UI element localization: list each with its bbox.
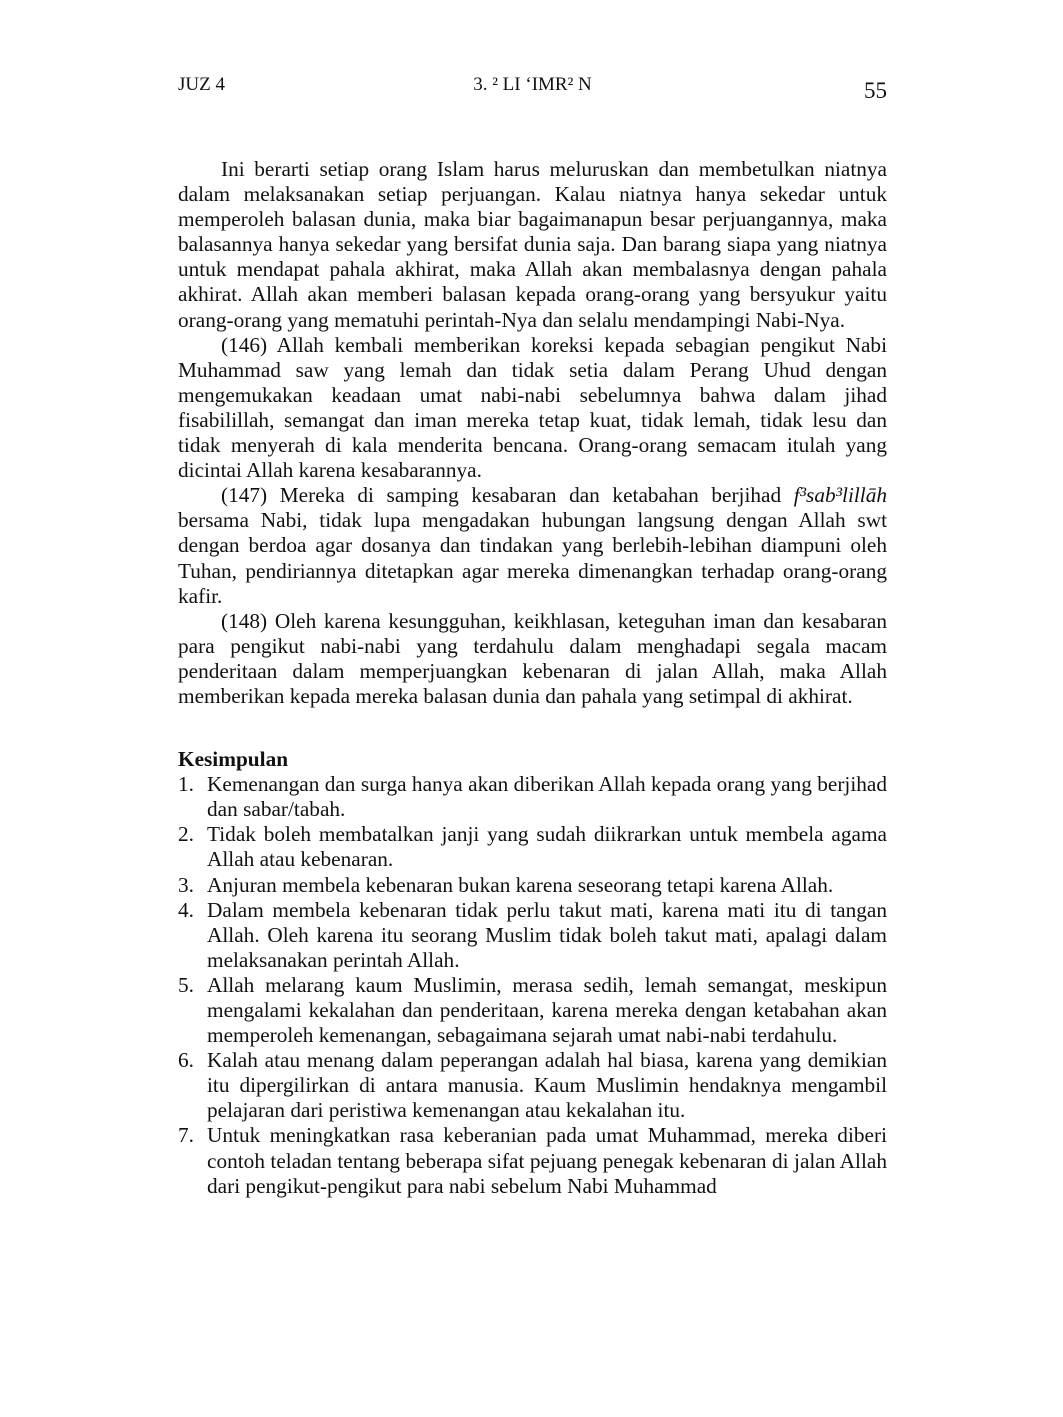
conclusion-item-number: 7. [178, 1123, 194, 1148]
conclusion-heading: Kesimpulan [178, 747, 289, 772]
paragraph-verse-146: (146) Allah kembali memberikan koreksi kepada sebagian pengikut Nabi Muhammad saw yang lemah dan tidak setia dalam Perang Uhud dengan mengemukakan keadaan umat nabi-nabi sebelumnya bahwa dalam jihad fisabilillah, semangat dan iman mereka tetap kuat, tidak lemah, tidak lesu dan tidak menyerah di kala menderita bencana. Orang-orang semacam itulah yang dicintai Allah karena kesabarannya. [178, 332, 887, 483]
conclusion-item-text: Kemenangan dan surga hanya akan diberikan Allah kepada orang yang berjihad dan sabar/tabah. [207, 772, 887, 822]
conclusion-item [178, 873, 887, 898]
conclusion-item-text: Kalah atau menang dalam peperangan adalah hal biasa, karena yang demikian itu dipergilirkan di antara manusia. Kaum Muslimin hendaknya mengambil pelajaran dari peristiwa kemenangan atau kekalahan itu. [207, 1048, 887, 1123]
paragraph-verse-147-end: bersama Nabi, tidak lupa mengadakan hubungan langsung dengan Allah swt dengan berdoa agar dosanya dan tindakan yang berlebih-lebihan diampuni oleh Tuhan, pendiriannya ditetapkan agar mereka dimenangkan terhadap orang-orang kafir. [178, 508, 887, 608]
conclusion-item-text: Dalam membela kebenaran tidak perlu takut mati, karena mati itu di tangan Allah. Oleh karena itu seorang Muslim tidak boleh takut mati, apalagi dalam melaksanakan perintah Allah. [207, 897, 887, 972]
paragraph-intent: Ini berarti setiap orang Islam harus meluruskan dan membetulkan niatnya dalam melaksanakan setiap perjuangan. Kalau niatnya hanya sekedar untuk memperoleh balasan dunia, maka biar bagaimanapun besar perjuangannya, maka balasannya hanya sekedar yang bersifat dunia saja. Dan barang siapa yang niatnya untuk mendapat pahala akhirat, maka Allah akan membalasnya dengan pahala akhirat. Allah akan memberi balasan kepada orang-orang yang bersyukur yaitu orang-orang yang mematuhi perintah-Nya dan selalu mendampingi Nabi-Nya. [178, 157, 887, 332]
paragraph-verse-147 [178, 483, 887, 608]
conclusion-item [178, 1048, 887, 1123]
conclusion-list [178, 772, 887, 1199]
juz-label: JUZ 4 [178, 74, 225, 95]
conclusion-item-text: Untuk meningkatkan rasa keberanian pada umat Muhammad, mereka diberi contoh teladan tentang beberapa sifat pejuang penegak kebenaran di jalan Allah dari pengikut-pengikut para nabi sebelum Nabi Muhammad [207, 1123, 887, 1198]
conclusion-item-number: 2. [178, 822, 194, 847]
conclusion-item [178, 1123, 887, 1198]
conclusion-item [178, 822, 887, 872]
conclusion-item-text: Allah melarang kaum Muslimin, merasa sedih, lemah semangat, meskipun mengalami kekalahan dan penderitaan, karena mereka dengan ketabahan akan memperoleh kemenangan, sebagaimana sejarah umat nabi-nabi terdahulu. [207, 972, 887, 1048]
conclusion-item-text: Anjuran membela kebenaran bukan karena seseorang tetapi karena Allah. [207, 872, 834, 897]
conclusion-item [178, 772, 887, 822]
conclusion-item-number: 4. [178, 897, 194, 922]
paragraph-verse-148: (148) Oleh karena kesungguhan, keikhlasan, keteguhan iman dan kesabaran para pengikut nabi-nabi yang terdahulu dalam menghadapi segala macam penderitaan dalam memperjuangkan kebenaran di jalan Allah, maka Allah memberikan kepada mereka balasan dunia dan pahala yang setimpal di akhirat. [178, 608, 887, 708]
conclusion-item [178, 973, 887, 1048]
conclusion-item [178, 898, 887, 973]
conclusion-item-number: 5. [178, 972, 194, 997]
conclusion-item-number: 6. [178, 1048, 194, 1073]
paragraph-verse-147-start: (147) Mereka di samping kesabaran dan ketabahan berjihad [221, 483, 794, 508]
surah-title: 3. ² LI ‘IMR² N [473, 74, 592, 95]
conclusion-item-text: Tidak boleh membatalkan janji yang sudah diikrarkan untuk membela agama Allah atau kebenaran. [207, 822, 887, 872]
page-number: 55 [864, 78, 887, 103]
fisabilillah-term: f³sab³lillāh [793, 483, 887, 508]
page-header [178, 72, 887, 104]
conclusion-item-number: 1. [178, 772, 194, 797]
conclusion-item-number: 3. [178, 872, 194, 897]
main-content [178, 157, 887, 1199]
